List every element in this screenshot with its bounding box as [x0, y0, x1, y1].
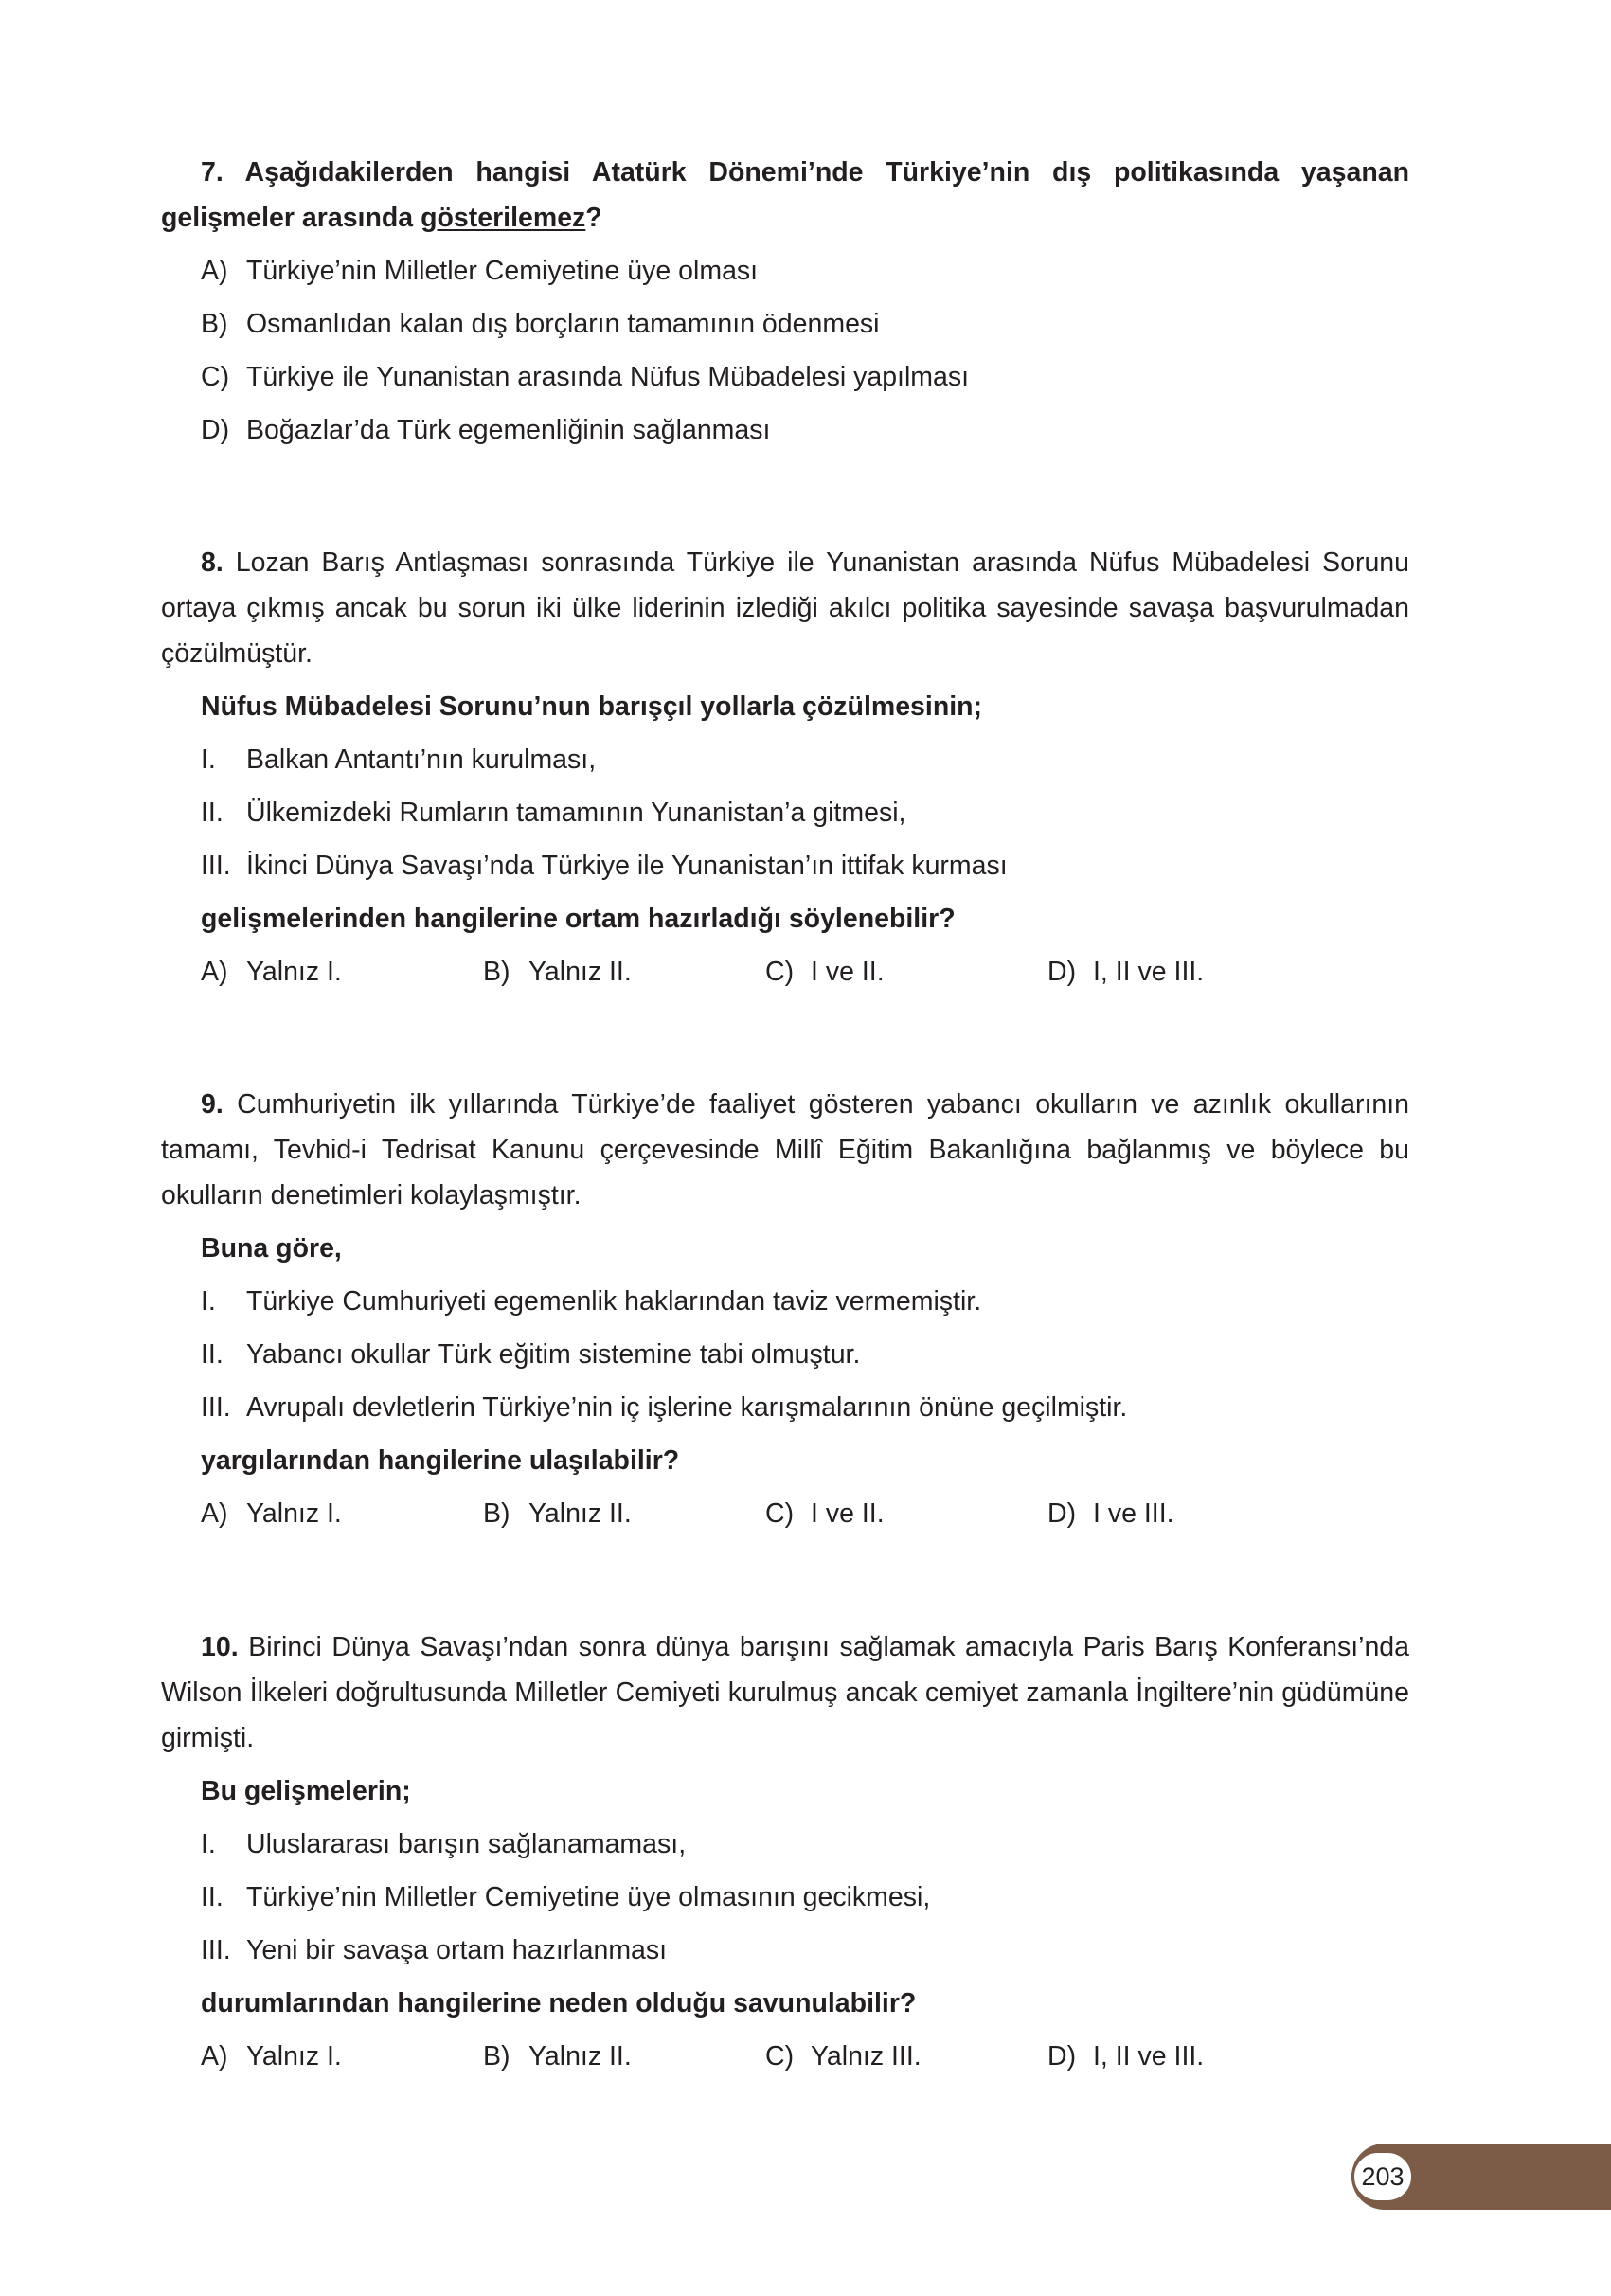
question-lead: Bu gelişmelerin; — [201, 1776, 411, 1806]
choice-label: B) — [483, 2041, 510, 2072]
question-lead: Nüfus Mübadelesi Sorunu’nun barışçıl yollarla çözülmesinin; — [201, 691, 983, 722]
choice-label: B) — [483, 1498, 510, 1529]
choice-text: Yalnız III. — [811, 2041, 922, 2072]
answer-choice — [765, 2034, 1047, 2079]
choice-label: C) — [765, 957, 795, 987]
answer-option — [201, 354, 1409, 400]
option-text: Osmanlıdan kalan dış borçların tamamının ödenmesi — [246, 309, 880, 339]
choice-label: B) — [483, 957, 510, 987]
answer-choice — [201, 1491, 483, 1536]
statement-label: III. — [201, 1935, 231, 1965]
passage-text: Lozan Barış Antlaşması sonrasında Türkiye ile Yunanistan arasında Nüfus Mübadelesi Sorunu ortaya çıkmış ancak bu sorun iki ülke liderinin izlediği akılcı politika sayesinde savaşa başvurulmadan çözülmüştür. — [161, 547, 1410, 669]
choice-label: A) — [201, 1498, 228, 1529]
answer-option — [201, 248, 1409, 294]
statement-label: III. — [201, 1392, 231, 1423]
statement-label: III. — [201, 851, 231, 881]
choice-text: Yalnız I. — [246, 2041, 342, 2072]
statement — [201, 1279, 1409, 1324]
choice-label: D) — [1047, 1498, 1077, 1529]
answer-option — [201, 301, 1409, 347]
choice-text: Yalnız I. — [246, 957, 342, 987]
statement-label: II. — [201, 798, 224, 828]
statement — [201, 1332, 1409, 1377]
statement-text: İkinci Dünya Savaşı’nda Türkiye ile Yunanistan’ın ittifak kurması — [246, 851, 1008, 881]
question-prompt: yargılarından hangilerine ulaşılabilir? — [201, 1445, 680, 1476]
choice-text: Yalnız II. — [528, 1498, 632, 1529]
choice-label: C) — [765, 1498, 795, 1529]
page-number: 203 — [1351, 2150, 1414, 2203]
question-passage — [161, 540, 1409, 676]
passage-text: Birinci Dünya Savaşı’ndan sonra dünya barışını sağlamak amacıyla Paris Barış Konferansı’nda Wilson İlkeleri doğrultusunda Milletler Cemiyeti kurulmuş ancak cemiyet zamanla İngiltere’nin güdümüne girmişti. — [161, 1632, 1409, 1753]
statement-text: Avrupalı devletlerin Türkiye’nin iç işlerine karışmalarının önüne geçilmiştir. — [246, 1392, 1128, 1423]
question-number: 8. — [201, 547, 224, 578]
statement-label: I. — [201, 1286, 216, 1317]
option-text: Türkiye ile Yunanistan arasında Nüfus Mübadelesi yapılması — [246, 362, 970, 392]
statement — [201, 1385, 1409, 1430]
statement-text: Türkiye’nin Milletler Cemiyetine üye olmasının gecikmesi, — [246, 1882, 931, 1912]
statement-label: II. — [201, 1339, 224, 1370]
answer-choice — [1047, 1491, 1330, 1536]
choice-label: A) — [201, 2041, 228, 2072]
choice-text: I, II ve III. — [1093, 2041, 1205, 2072]
question-8 — [161, 540, 1409, 995]
statement-text: Yabancı okullar Türk eğitim sistemine tabi olmuştur. — [246, 1339, 861, 1370]
answer-choice — [201, 949, 483, 995]
choice-text: Yalnız I. — [246, 1498, 342, 1529]
statement-label: I. — [201, 1829, 216, 1859]
question-prompt: durumlarından hangilerine neden olduğu savunulabilir? — [201, 1988, 917, 2018]
answer-choice — [201, 2034, 483, 2079]
choice-label: C) — [765, 2041, 795, 2072]
answer-choice — [483, 949, 765, 995]
choice-label: D) — [1047, 957, 1077, 987]
answer-choice — [1047, 2034, 1330, 2079]
option-text: Türkiye’nin Milletler Cemiyetine üye olması — [246, 256, 759, 286]
answer-choice — [765, 949, 1047, 995]
question-passage — [161, 1082, 1409, 1218]
choice-text: I ve II. — [811, 957, 885, 987]
option-label: A) — [201, 256, 228, 286]
stem-end: ? — [585, 203, 602, 233]
question-number: 10. — [201, 1632, 239, 1662]
question-passage — [161, 1624, 1409, 1761]
option-label: B) — [201, 309, 228, 339]
question-lead: Buna göre, — [201, 1233, 342, 1264]
statement — [201, 843, 1409, 888]
question-9 — [161, 1082, 1409, 1536]
passage-text: Cumhuriyetin ilk yıllarında Türkiye’de faaliyet gösteren yabancı okulların ve azınlık okullarının tamamı, Tevhid-i Tedrisat Kanunu çerçevesinde Millî Eğitim Bakanlığına bağlanmış ve böylece bu okulların denetimleri kolaylaşmıştır. — [161, 1089, 1409, 1211]
choice-text: I ve III. — [1093, 1498, 1174, 1529]
choice-text: I, II ve III. — [1093, 957, 1205, 987]
stem-text: Aşağıdakilerden hangisi Atatürk Dönemi’nde Türkiye’nin dış politikasında yaşanan gelişmeler arasında — [161, 157, 1409, 233]
choice-label: D) — [1047, 2041, 1077, 2072]
statement — [201, 1928, 1409, 1973]
question-number: 7. — [201, 157, 224, 188]
choice-label: A) — [201, 957, 228, 987]
question-prompt: gelişmelerinden hangilerine ortam hazırladığı söylenebilir? — [201, 904, 956, 934]
answer-choice — [483, 1491, 765, 1536]
option-label: D) — [201, 415, 230, 445]
statement-text: Balkan Antantı’nın kurulması, — [246, 744, 597, 775]
statement — [201, 1821, 1409, 1867]
option-text: Boğazlar’da Türk egemenliğinin sağlanması — [246, 415, 771, 445]
statement-label: I. — [201, 744, 216, 775]
choice-text: Yalnız II. — [528, 2041, 632, 2072]
answer-option — [201, 407, 1409, 453]
choice-text: I ve II. — [811, 1498, 885, 1529]
answer-choices — [201, 2034, 1409, 2079]
answer-choice — [765, 1491, 1047, 1536]
statement — [201, 790, 1409, 835]
answer-choice — [1047, 949, 1330, 995]
statement-text: Ülkemizdeki Rumların tamamının Yunanistan’a gitmesi, — [246, 798, 906, 828]
answer-choices — [201, 1491, 1409, 1536]
answer-choice — [483, 2034, 765, 2079]
question-7 — [161, 150, 1409, 453]
option-label: C) — [201, 362, 230, 392]
statement-text: Uluslararası barışın sağlanamaması, — [246, 1829, 687, 1859]
stem-underlined-word: gösterilemez — [421, 203, 586, 233]
statement — [201, 1874, 1409, 1920]
choice-text: Yalnız II. — [528, 957, 632, 987]
statement-text: Türkiye Cumhuriyeti egemenlik haklarından taviz vermemiştir. — [246, 1286, 982, 1317]
question-stem — [161, 150, 1409, 241]
question-number: 9. — [201, 1089, 224, 1120]
answer-choices — [201, 949, 1409, 995]
statement — [201, 737, 1409, 782]
statement-text: Yeni bir savaşa ortam hazırlanması — [246, 1935, 668, 1965]
statement-label: II. — [201, 1882, 224, 1912]
question-10 — [161, 1624, 1409, 2079]
